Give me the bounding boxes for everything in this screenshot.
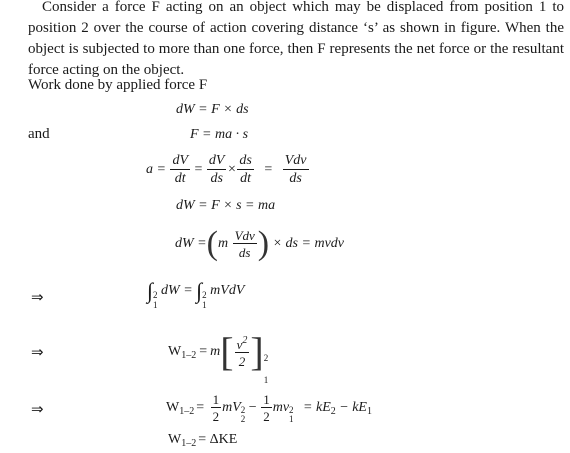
frac-dv-dt: $\frac{dV}{dt}$ [172,153,189,186]
times-sign: × [227,162,236,178]
eq-f: F = ma · s [190,127,249,142]
eq-dwm-lhs: dW = [175,236,207,251]
frac-vdv-ds: $\frac{\text{Vdv}}{ds}$ [284,153,307,186]
work-heading: Work done by applied force F [28,77,208,93]
eq-dwm: dW =(m $\frac{\text{Vdv}}{ds}$ ) × ds = mvdv [175,225,344,262]
eq-a-lhs: a = [146,162,166,178]
frac-v2-2: $\frac{v^2}{2}$ [236,334,248,369]
frac-half-2: $\frac{1}{2}$ [263,392,270,424]
int-lhs: dW = [161,283,193,298]
eq-sign-2: = [264,162,273,178]
eq-ke: $W_{1-2}$ = $\frac{1}{2}$ mV 2 2 − $\frac{1}{2}$ mv 2 1 = $kE_2 - kE_1$ [166,392,372,425]
mass-m: m [217,236,229,251]
frac-vdv-ds-2: $\frac{\text{Vdv}}{ds}$ [234,227,255,260]
and-label: and [28,126,50,142]
eq-dke: $W_{1-2} = \Delta KE$ [168,432,238,449]
eq-fs: dW = F × s = ma [176,198,276,213]
eq-a [146,154,310,186]
implies-arrow-2: ⇒ [31,343,44,361]
eq-w12: $W_{1-2} = m$[ $\frac{v^2}{2}$ ] 2 1 [168,329,269,385]
eq-sign: = [194,162,203,178]
eq-dwm-rhs: × ds = mvdv [272,236,344,251]
frac-ds-dt: $\frac{ds}{dt}$ [239,153,252,186]
eq-dw: dW = F × ds [176,102,249,117]
eq-int: ∫ 2 1 dW = ∫ 2 1 mVdV [147,278,245,310]
intro-paragraph [28,0,564,81]
implies-arrow-3: ⇒ [31,400,44,418]
paragraph-text: Consider a force F acting on an object which may be displaced from position 1 to position 2 over the course of action covering distance ‘s’ as shown in figure. When the object is subjected to more than one force, then F represents the net force or the resultant force acting on the object. [28,0,564,78]
frac-half-1: $\frac{1}{2}$ [212,392,220,424]
frac-dv-ds: $\frac{dV}{ds}$ [208,153,225,186]
int-rhs: mVdV [210,283,245,298]
implies-arrow-1: ⇒ [31,288,44,306]
